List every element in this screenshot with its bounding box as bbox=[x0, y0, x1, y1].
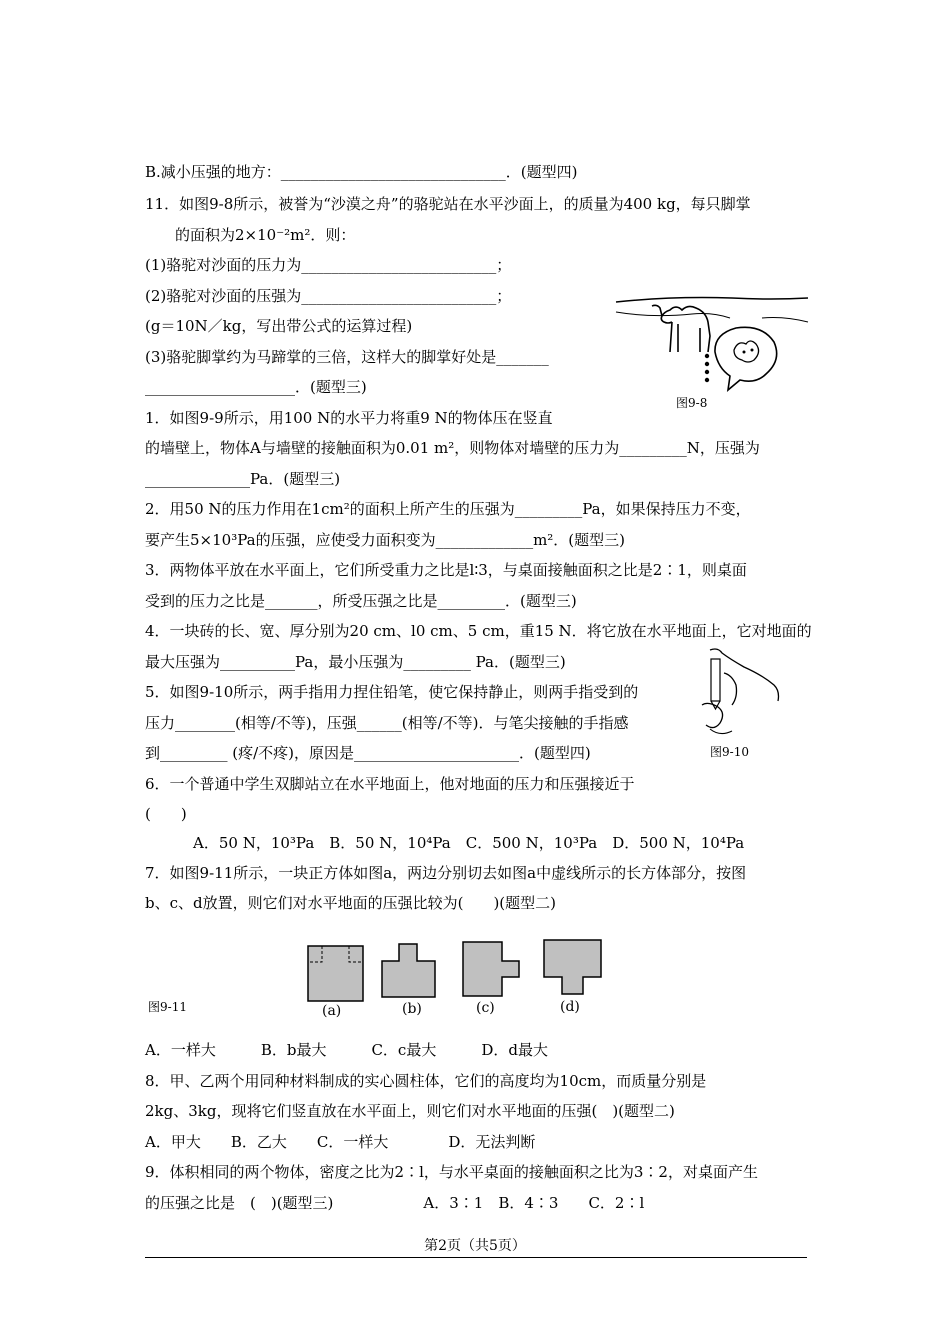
label-a: (a) bbox=[322, 1003, 342, 1019]
label-d: (d) bbox=[560, 999, 580, 1015]
text-line: 到_________ (疼/不疼)，原因是______________________．(题型四) bbox=[145, 744, 591, 762]
text-line: 2kg、3kg，现将它们竖直放在水平面上，则它们对水平地面的压强( )(题型二) bbox=[145, 1102, 675, 1120]
page-footer: 第2页（共5页） bbox=[424, 1238, 526, 1254]
question-4: 4．一块砖的长、宽、厚分别为20 cm、l0 cm、5 cm，重15 N．将它放在水平地面上，它对地面的 bbox=[145, 622, 812, 640]
label-b: (b) bbox=[402, 1001, 422, 1017]
figure-caption-9-8: 图9-8 bbox=[676, 396, 708, 410]
text-line: ____________________．(题型三) bbox=[145, 378, 367, 396]
text-line: 的墙壁上，物体A与墙壁的接触面积为0.01 m²，则物体对墙壁的压力为_________N，压强为 bbox=[145, 439, 760, 457]
shape-d bbox=[544, 940, 601, 994]
camel-figure bbox=[612, 292, 812, 392]
question-8: 8．甲、乙两个用同种材料制成的实心圆柱体，它们的高度均为10cm，而质量分别是 bbox=[145, 1072, 707, 1090]
question-9: 9．体积相同的两个物体，密度之比为2∶l，与水平桌面的接触面积之比为3∶2，对桌面产生 bbox=[145, 1163, 758, 1181]
text-line: (g＝10N／kg，写出带公式的运算过程) bbox=[145, 317, 413, 335]
figure-caption-9-10: 图9-10 bbox=[710, 745, 749, 759]
footer-divider bbox=[145, 1257, 807, 1258]
text-line: 的面积为2×10⁻²m²．则： bbox=[175, 226, 356, 244]
question-11: 11．如图9-8所示，被誉为“沙漠之舟”的骆驼站在水平沙面上，的质量为400 kg，每只脚掌 bbox=[145, 195, 751, 213]
question-6: 6．一个普通中学生双脚站立在水平地面上，他对地面的压力和压强接近于 bbox=[145, 775, 635, 793]
options-q8: A．甲大 B．乙大 C．一样大 D．无法判断 bbox=[145, 1133, 536, 1151]
shape-b bbox=[382, 944, 435, 997]
figure-caption-9-11: 图9-11 bbox=[148, 1000, 187, 1014]
text-line: 要产生5×10³Pa的压强，应使受力面积变为_____________m²．(题型三) bbox=[145, 531, 626, 549]
label-c: (c) bbox=[476, 1000, 495, 1016]
question-5: 5．如图9-10所示，两手指用力捏住铅笔，使它保持静止，则两手指受到的 bbox=[145, 683, 639, 701]
text-line: B.减小压强的地方：______________________________．(题型四) bbox=[145, 163, 578, 181]
text-line: ______________Pa．(题型三) bbox=[145, 470, 341, 488]
question-3: 3．两物体平放在水平面上，它们所受重力之比是l∶3，与桌面接触面积之比是2∶1，则桌面 bbox=[145, 561, 747, 579]
shape-a bbox=[308, 946, 363, 1001]
question-1: 1．如图9-9所示，用100 N的水平力将重9 N的物体压在竖直 bbox=[145, 409, 553, 427]
text-line: 最大压强为__________Pa，最小压强为_________ Pa．(题型三) bbox=[145, 653, 566, 671]
text-line: (1)骆驼对沙面的压力为__________________________； bbox=[145, 256, 512, 274]
question-2: 2．用50 N的压力作用在1cm²的面积上所产生的压强为_________Pa，如果保持压力不变， bbox=[145, 500, 751, 518]
question-7: 7．如图9-11所示，一块正方体如图a，两边分别切去如图a中虚线所示的长方体部分，按图 bbox=[145, 864, 747, 882]
shape-c bbox=[463, 942, 519, 996]
text-line: b、c、d放置，则它们对水平地面的压强比较为( )(题型二) bbox=[145, 894, 557, 912]
text-line: 的压强之比是 ( )(题型三) A．3∶1 B．4∶3 C．2∶l bbox=[145, 1194, 645, 1212]
text-line: 受到的压力之比是_______，所受压强之比是_________．(题型三) bbox=[145, 592, 577, 610]
options-q6: A．50 N，10³Pa B．50 N，10⁴Pa C．500 N，10³Pa D．500 N，10⁴Pa bbox=[193, 834, 745, 852]
text-line: (2)骆驼对沙面的压强为__________________________； bbox=[145, 287, 512, 305]
text-line: 压力________(相等/不等)，压强______(相等/不等)．与笔尖接触的手指感 bbox=[145, 714, 629, 732]
text-line: (3)骆驼脚掌约为马蹄掌的三倍，这样大的脚掌好处是_______ bbox=[145, 348, 549, 366]
options-q7: A．一样大 B．b最大 C．c最大 D．d最大 bbox=[145, 1041, 548, 1059]
text-line: ( ) bbox=[145, 805, 187, 823]
pencil-fingers-figure bbox=[700, 645, 785, 740]
